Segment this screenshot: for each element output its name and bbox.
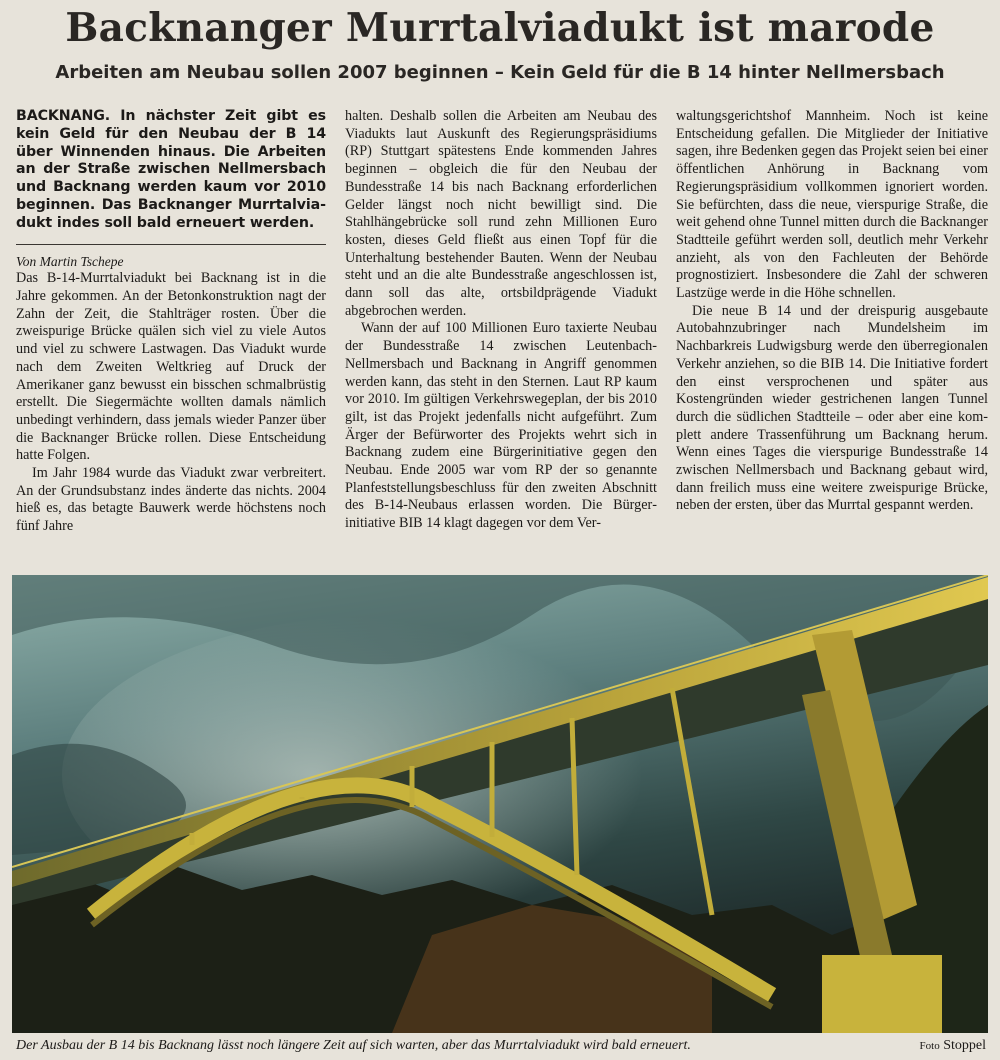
headline: Backnanger Murrtalviadukt ist marode bbox=[65, 5, 935, 51]
body-paragraph: waltungsgerichtshof Mannheim. Noch ist keine Entscheidung gefallen. Die Mitglieder der Initiative sagen, ihre Bedenken gegen das Projekt seien bei einer öffentlichen Anhörung in Backnang vom Regierungspräsidium vollkommen ignoriert worden. Sie befürchten, dass die neue, vierspurige Straße, die weit gehend ohne Tunnel mitten durch die Backnanger Stadtteile geführt werden soll, deutlich mehr Verkehr anzieht, als von den Fachleuten der Behörde prognostiziert. Insbesondere die Zahl der schweren Lastzüge werde in die Höhe schnellen. bbox=[676, 108, 988, 302]
body-paragraph: Im Jahr 1984 wurde das Viadukt zwar verbreitert. An der Grundsubstanz indes änderte das nichts. 2004 hieß es, das betagte Bauwerk werde höchstens noch fünf Jahre bbox=[16, 465, 326, 535]
byline: Von Martin Tschepe bbox=[16, 253, 124, 269]
column-3 bbox=[676, 108, 988, 515]
column-1 bbox=[16, 108, 326, 536]
photo-credit-name: Stoppel bbox=[943, 1038, 986, 1053]
photo-credit-label: Foto bbox=[919, 1040, 940, 1052]
photo-caption: Der Ausbau der B 14 bis Backnang lässt noch längere Zeit auf sich warten, aber das Murrtalviadukt wird bald erneuert. bbox=[16, 1038, 691, 1053]
photo-credit bbox=[920, 1036, 986, 1056]
viaduct-illustration bbox=[12, 575, 988, 1033]
body-paragraph: Die neue B 14 und der dreispurig ausgebaute Autobahnzubringer nach Mundelsheim im Nachbarkreis Ludwigsburg werde den überregionalen Verkehr anziehen, so die BIB 14. Die Initiative fordert den einst versprochenen und später aus Kostengründen wieder gestrichenen langen Tunnel durch die südlichen Stadtteile – oder aber eine komplett andere Trassenführung um Backnang herum. Wenn eines Tages die vierspurige Bundesstraße 14 zwischen Nellmersbach und Backnang gebaut wird, dann freilich muss eine weitere zweispurige Brücke, neben der ersten, über das Murrtal gespannt werden. bbox=[676, 302, 988, 514]
body-paragraph: halten. Deshalb sollen die Arbeiten am Neubau des Viadukts laut Auskunft des Regierungspräsidiums (RP) Stuttgart spätestens Ende kommenden Jahres beginnen – obgleich die für den Neubau der Bundesstraße 14 bis nach Backnang erforderlichen Gelder längst noch nicht bewilligt sind. Die Stahlhängebrücke soll rund zehn Millionen Euro kosten, dieses Geld fließt aus einen Topf für die Unterhaltung bestehender Bauten. Wenn der Neubau steht und an die alte Bundesstraße angeschlossen ist, dann soll das alte, ortsbildprägende Viadukt abgebrochen werden. bbox=[345, 108, 657, 319]
column-2 bbox=[345, 108, 657, 533]
teaser-paragraph: BACKNANG. In nächster Zeit gibt es kein Geld für den Neubau der B 14 über Winnenden hinaus. Die Arbeiten an der Straße zwischen Nellmersbach und Backnang werden kaum vor 2010 beginnen. Das Backnanger Murrtalviadukt indes soll bald erneuert werden. bbox=[16, 108, 326, 231]
viaduct-photo bbox=[12, 575, 988, 1033]
bridge-foundation bbox=[822, 955, 942, 1033]
body-paragraph: Das B-14-Murrtalviadukt bei Backnang ist in die Jahre gekommen. An der Betonkonstruktion nagt der Zahn der Zeit, die Stahlträger rosten. Über die zweispurige Brücke quälen sich viel zu viele Autos und viel zu schwere Lastwagen. Das Viadukt wurde nach dem Zweiten Weltkrieg auf Druck der Amerikaner ganz bewusst ein bisschen schmalbrüstig erstellt. Die Siegermächte wollten damals nämlich unbedingt verhindern, dass jemals wieder Panzer über die Backnanger Brücke rollen. Diese Entscheidung hatte Folgen. bbox=[16, 270, 326, 464]
teaser-divider bbox=[16, 244, 326, 245]
subheadline: Arbeiten am Neubau sollen 2007 beginnen – Kein Geld für die B 14 hinter Nellmersbach bbox=[55, 62, 945, 83]
body-paragraph: Wann der auf 100 Millionen Euro taxierte Neubau der Bundesstraße 14 zwischen Leutenbach-Nellmersbach und Backnang in Angriff genommen werden kann, das steht in den Sternen. Laut RP kaum vor 2010. Im gültigen Verkehrswegeplan, der bis 2010 gilt, ist das Projekt jedenfalls nicht aufgeführt. Zum Ärger der Befürworter des Projekts wehrt sich in Backnang zudem eine Bürgerinitiative gegen den Neubau. Ende 2005 war vom RP der so genannte Planfeststellungsbeschluss für den zweiten Abschnitt des B-14-Neubaus erlassen worden. Die Bürgerinitiative BIB 14 klagt dagegen vor dem Ver- bbox=[345, 320, 657, 532]
